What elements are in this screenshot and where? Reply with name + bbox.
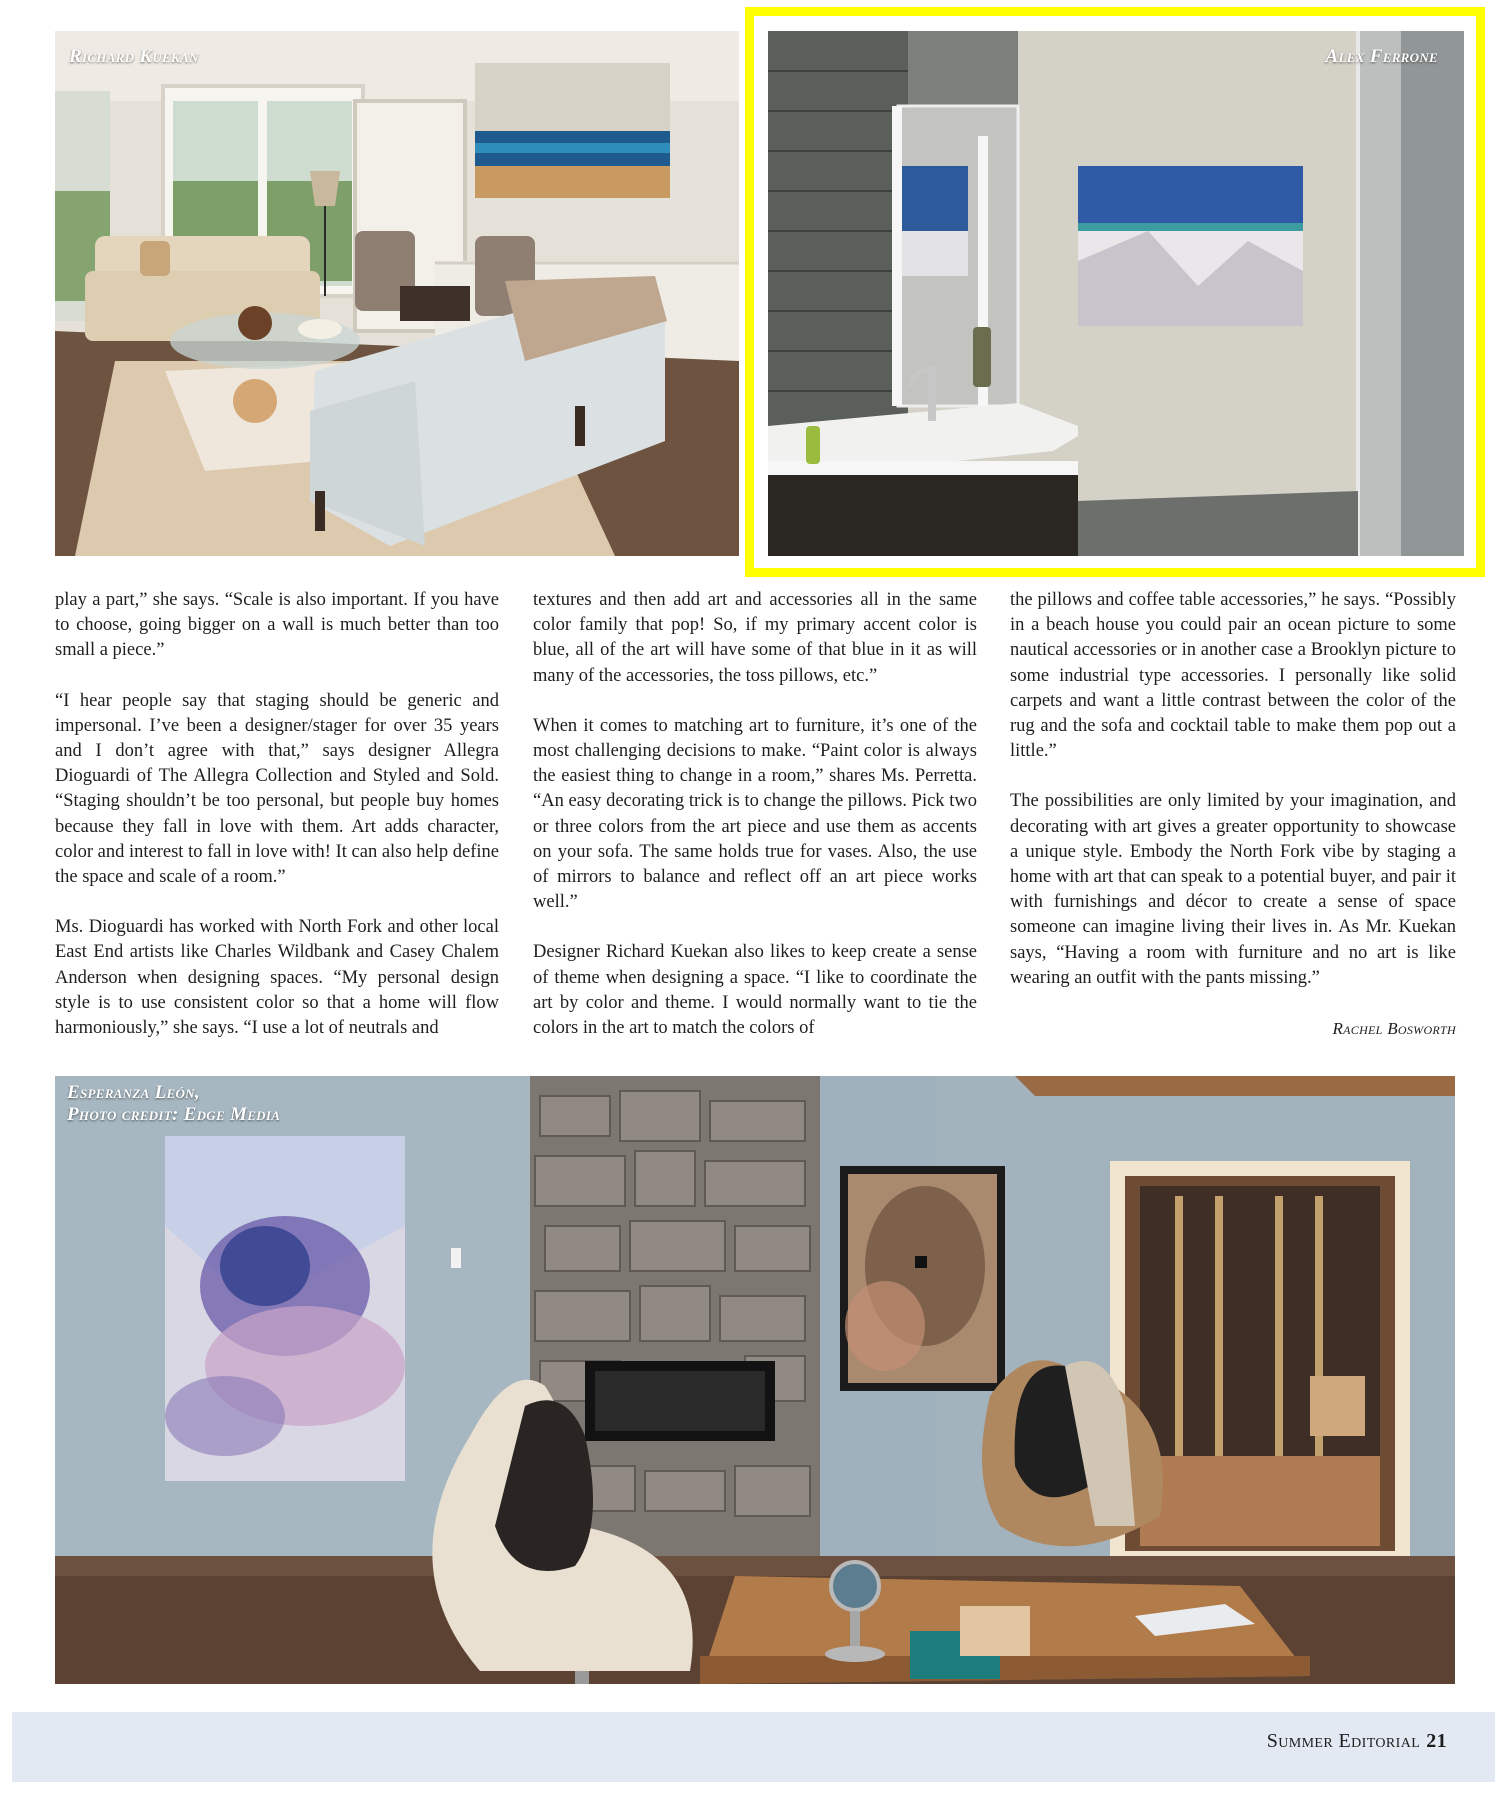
lounge-photo: [55, 1076, 1455, 1684]
photo-credit-leon: [67, 1082, 280, 1126]
paragraph: “I hear people say that staging should be generic and impersonal. I’ve been a designer/stager for over 35 years and I don’t agree with that,” says designer Allegra Dioguardi of The Allegra Collection and Styled and Sold. “Staging shouldn’t be too personal, but people buy homes because they fall in love with them. Art adds character, color and interest to fall in love with! It can also help define the space and scale of a room.”: [55, 690, 499, 888]
bathroom-photo: [768, 31, 1464, 556]
author-byline: Rachel Bosworth: [1332, 1019, 1456, 1039]
paragraph: the pillows and coffee table accessories,” he says. “Possibly in a beach house you could pair an ocean picture to some nautical accessories or in another case a Brooklyn picture to some industrial type accessories. I personally like solid carpets and want a little contrast between the color of the rug and the sofa and cocktail table to make them pop out a little.”: [1010, 590, 1456, 762]
article-column-1: [55, 588, 499, 1041]
article-column-3: [1010, 588, 1456, 1041]
page-footer: [12, 1712, 1495, 1782]
article-column-2: [533, 588, 977, 1041]
living-room-illustration: [55, 31, 739, 556]
lounge-illustration: [55, 1076, 1455, 1684]
footer-label: [1267, 1730, 1447, 1753]
page-number: 21: [1426, 1730, 1447, 1752]
credit-line-photographer: Photo credit: Edge Media: [67, 1104, 281, 1125]
living-room-photo: [55, 31, 739, 556]
paragraph: When it comes to matching art to furniture, it’s one of the most challenging decisions to make. “Paint color is always the easiest thing to change in a room,” shares Ms. Perretta. “An easy decorating trick is to change the pillows. Pick two or three colors from the art piece and use them as accents on your sofa. The same holds true for vases. Also, the use of mirrors to balance and reflect off an art piece works well.”: [533, 715, 977, 913]
paragraph: play a part,” she says. “Scale is also important. If you have to choose, going bigger on a wall is much better than too small a piece.”: [55, 590, 499, 661]
paragraph: textures and then add art and accessories all in the same color family that pop! So, if my primary accent color is blue, all of the art will have some of that blue in it as will many of the accessories, the toss pillows, etc.”: [533, 590, 977, 686]
publication-section: Summer Editorial: [1266, 1730, 1421, 1752]
bathroom-illustration: [768, 31, 1464, 556]
photo-credit-ferrone: Alex Ferrone: [1325, 46, 1438, 67]
paragraph: Ms. Dioguardi has worked with North Fork and other local East End artists like Charles Wildbank and Casey Chalem Anderson when designing spaces. “My personal design style is to use consistent color so that a home will flow harmoniously,” she says. “I use a lot of neutrals and: [55, 917, 499, 1039]
paragraph: Designer Richard Kuekan also likes to keep create a sense of theme when designing a space. “I like to coordinate the art by color and theme. I would normally want to tie the colors in the art to match the colors of: [533, 942, 977, 1039]
credit-line-artist: Esperanza León,: [67, 1082, 200, 1103]
photo-credit-kuekan: Richard Kuekan: [69, 46, 199, 67]
paragraph: The possibilities are only limited by your imagination, and decorating with art gives a greater opportunity to showcase a unique style. Embody the North Fork vibe by staging a home with art that can speak to a potential buyer, and pair it with furnishings and décor to create a sense of space someone can imagine living their lives in. As Mr. Kuekan says, “Having a room with furniture and no art is like wearing an outfit with the pants missing.”: [1010, 791, 1456, 988]
